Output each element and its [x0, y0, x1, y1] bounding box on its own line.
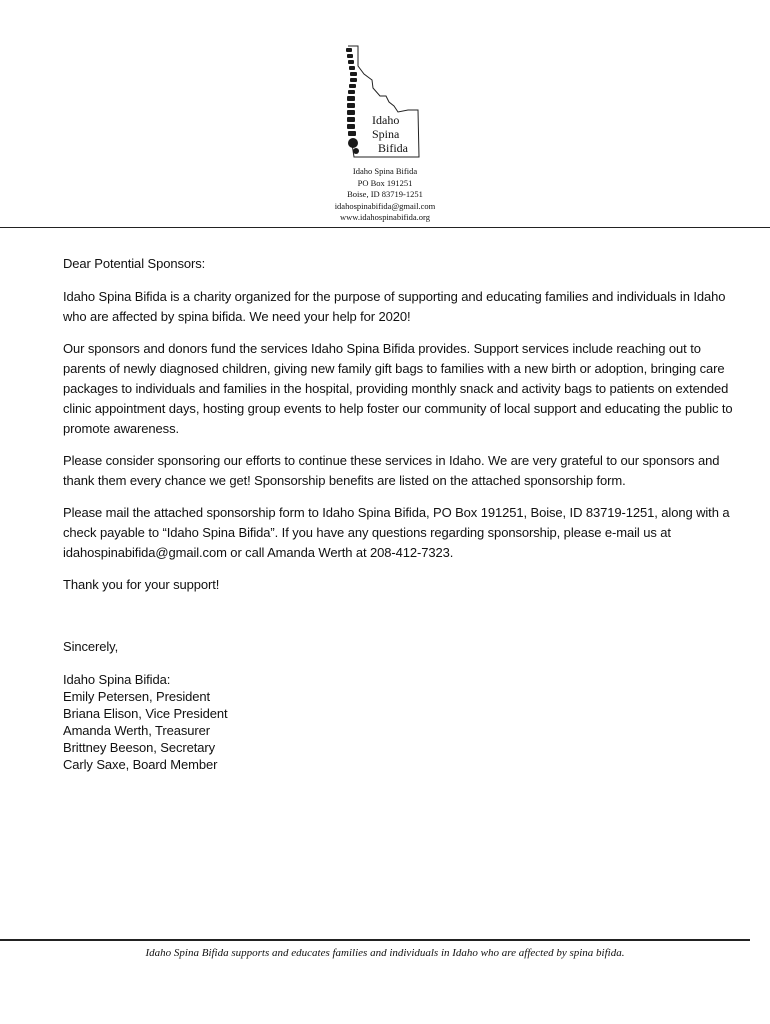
- paragraph-intro: Idaho Spina Bifida is a charity organized for the purpose of supporting and educating families and individuals in Idaho who are affected by spina bifida. We need your help for 2020!: [63, 289, 726, 324]
- signature-block: [63, 671, 733, 773]
- signature-member: Briana Elison, Vice President: [63, 706, 228, 721]
- contact-city: Boise, ID 83719-1251: [347, 189, 423, 199]
- contact-po-box: PO Box 191251: [357, 177, 413, 188]
- signature-member: Amanda Werth, Treasurer: [63, 723, 211, 738]
- contact-org: Idaho Spina Bifida: [352, 166, 418, 176]
- paragraph-request: Please consider sponsoring our efforts to continue these services in Idaho. We are very grateful to our sponsors and thank them every chance we get! Sponsorship benefits are listed on the attached sponsorship form.: [63, 453, 720, 488]
- salutation: Dear Potential Sponsors:: [63, 256, 206, 271]
- signature-org: Idaho Spina Bifida:: [63, 672, 171, 687]
- logo-text-line3: Bifida: [378, 141, 408, 155]
- logo-text-line2: Spina: [372, 127, 400, 141]
- letterhead-divider: [0, 227, 770, 228]
- contact-email: idahospinabifida@gmail.com: [334, 200, 436, 211]
- signature-member: Emily Petersen, President: [63, 689, 211, 704]
- logo-text-line1: Idaho: [372, 113, 400, 127]
- closing: Sincerely,: [63, 639, 119, 654]
- paragraph-thanks: Thank you for your support!: [63, 577, 220, 592]
- letter-body: [63, 254, 733, 773]
- paragraph-mailing: Please mail the attached sponsorship form to Idaho Spina Bifida, PO Box 191251, Boise, ID 83719-1251, along with a check payable to “Idaho Spina Bifida”. If you have any questions regarding sponsorship, please e-mail us at idahospinabifida@gmail.com or call Amanda Werth at 208-412-7323.: [63, 505, 730, 560]
- footer-tagline: Idaho Spina Bifida supports and educates families and individuals in Idaho who are affected by spina bifida.: [145, 947, 625, 959]
- signature-member: Brittney Beeson, Secretary: [63, 740, 216, 755]
- signature-member: Carly Saxe, Board Member: [63, 757, 218, 772]
- idaho-spina-bifida-logo: [342, 44, 424, 164]
- footer-divider: [0, 939, 750, 941]
- paragraph-services: Our sponsors and donors fund the services Idaho Spina Bifida provides. Support services include reaching out to parents of newly diagnosed children, giving new family gift bags to families with a new birth or adoption, bringing care packages to individuals and families in the hospital, providing monthly snack and activity bags to patients on extended clinic appointment days, hosting group events to help foster our community of local support and educating the public to promote awareness.: [63, 341, 733, 436]
- letterhead-contact-block: [0, 166, 770, 224]
- contact-website: www.idahospinabifida.org: [340, 212, 430, 222]
